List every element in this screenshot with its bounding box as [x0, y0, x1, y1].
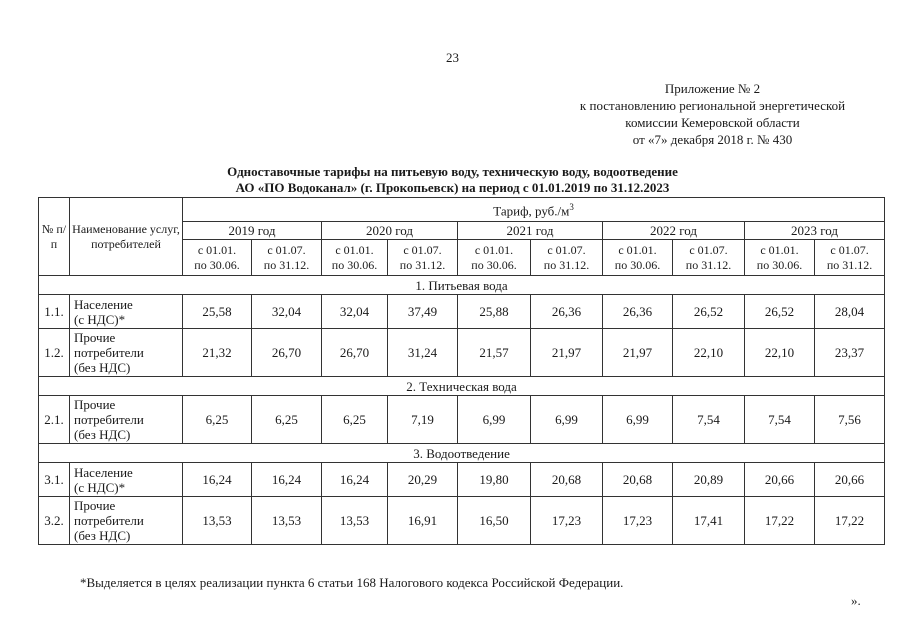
- year-header: 2022 год: [603, 222, 745, 240]
- tariff-value: 6,25: [183, 396, 252, 444]
- row-name-line: Население: [74, 464, 133, 480]
- tariff-value: 20,66: [745, 463, 815, 497]
- table-row: [39, 497, 885, 545]
- table-row: [39, 329, 885, 377]
- tariff-value: 19,80: [458, 463, 531, 497]
- tariff-header-text: Тариф, руб./м: [493, 203, 570, 219]
- tariff-value: 16,24: [183, 463, 252, 497]
- table-row: [39, 295, 885, 329]
- period-from: с 01.07.: [267, 242, 306, 257]
- header-num: № п/п: [39, 198, 70, 276]
- tariff-value: 17,23: [603, 497, 673, 545]
- row-name-line: Прочие: [74, 330, 116, 345]
- tariff-value: 26,36: [603, 295, 673, 329]
- title-line: Одноставочные тарифы на питьевую воду, техническую воду, водоотведение: [227, 164, 678, 179]
- row-name-line: (с НДС)*: [74, 311, 126, 327]
- period-to: по 31.12.: [685, 257, 732, 272]
- table-row: [39, 396, 885, 444]
- tariff-value: 20,66: [815, 463, 885, 497]
- year-header: 2019 год: [183, 222, 322, 240]
- tariff-value: 17,22: [815, 497, 885, 545]
- period-from: с 01.01.: [197, 242, 237, 257]
- tariff-value: 13,53: [252, 497, 322, 545]
- tariff-value: 16,50: [458, 497, 531, 545]
- row-name-line: (с НДС)*: [74, 479, 126, 495]
- tariff-value: 6,99: [458, 396, 531, 444]
- tariff-value: 17,41: [673, 497, 745, 545]
- tariff-value: 21,32: [183, 329, 252, 377]
- period-to: по 30.06.: [614, 257, 661, 272]
- row-number: 1.1.: [39, 295, 70, 329]
- period-header: [673, 240, 745, 276]
- period-from: с 01.01.: [760, 242, 799, 257]
- row-name: [70, 396, 183, 444]
- tariff-value: 21,97: [603, 329, 673, 377]
- row-number: 1.2.: [39, 329, 70, 377]
- period-to: по 31.12.: [543, 257, 590, 272]
- year-header: 2021 год: [458, 222, 603, 240]
- period-from: с 01.07.: [689, 242, 728, 257]
- year-header: 2020 год: [322, 222, 458, 240]
- tariff-value: 16,91: [388, 497, 458, 545]
- tariff-value: 37,49: [388, 295, 458, 329]
- tariff-value: 32,04: [322, 295, 388, 329]
- tariff-value: 21,97: [531, 329, 603, 377]
- period-from: с 01.01.: [474, 242, 514, 257]
- row-number: 2.1.: [39, 396, 70, 444]
- tariff-value: 26,52: [673, 295, 745, 329]
- section-title: 3. Водоотведение: [39, 444, 885, 463]
- closing-quote: ».: [851, 593, 861, 608]
- appendix-line: к постановлению региональной энергетической: [579, 98, 846, 113]
- section-title: 1. Питьевая вода: [39, 276, 885, 295]
- tariff-value: 25,58: [183, 295, 252, 329]
- row-name-line: потребители: [74, 412, 144, 427]
- appendix-block: [540, 80, 885, 148]
- period-header: [252, 240, 322, 276]
- tariff-value: 22,10: [673, 329, 745, 377]
- row-number: 3.2.: [39, 497, 70, 545]
- tariff-value: 20,68: [603, 463, 673, 497]
- appendix-line: Приложение № 2: [664, 81, 761, 96]
- row-name: [70, 295, 183, 329]
- tariff-value: 28,04: [815, 295, 885, 329]
- tariff-value: 6,25: [322, 396, 388, 444]
- row-name: [70, 329, 183, 377]
- period-from: с 01.07.: [547, 242, 586, 257]
- row-name: [70, 463, 183, 497]
- tariff-value: 31,24: [388, 329, 458, 377]
- tariff-value: 20,68: [531, 463, 603, 497]
- year-header: 2023 год: [745, 222, 885, 240]
- footnote: *Выделяется в целях реализации пункта 6 статьи 168 Налогового кодекса Российской Федерации.: [80, 575, 624, 590]
- period-header: [531, 240, 603, 276]
- tariff-value: 13,53: [322, 497, 388, 545]
- appendix-line: от «7» декабря 2018 г. № 430: [632, 132, 793, 147]
- period-header: [183, 240, 252, 276]
- title-line: АО «ПО Водоканал» (г. Прокопьевск) на период с 01.01.2019 по 31.12.2023: [235, 180, 670, 195]
- row-name-line: Прочие: [74, 498, 116, 513]
- period-from: с 01.01.: [335, 242, 374, 257]
- period-to: по 30.06.: [194, 257, 240, 272]
- row-name-line: (без НДС): [74, 528, 131, 543]
- row-name-line: потребители: [74, 345, 144, 360]
- tariff-value: 20,29: [388, 463, 458, 497]
- appendix-line: комиссии Кемеровской области: [625, 115, 800, 130]
- tariff-value: 23,37: [815, 329, 885, 377]
- period-from: с 01.01.: [618, 242, 657, 257]
- section-title: 2. Техническая вода: [39, 377, 885, 396]
- period-header: [603, 240, 673, 276]
- period-header: [745, 240, 815, 276]
- tariff-unit-sup: 3: [569, 202, 574, 213]
- document-title: [60, 164, 845, 196]
- tariff-value: 7,56: [815, 396, 885, 444]
- tariff-value: 17,22: [745, 497, 815, 545]
- tariff-value: 22,10: [745, 329, 815, 377]
- period-header: [815, 240, 885, 276]
- period-to: по 31.12.: [263, 257, 310, 272]
- page-number: 23: [446, 50, 459, 65]
- tariff-value: 32,04: [252, 295, 322, 329]
- tariff-value: 26,52: [745, 295, 815, 329]
- row-number: 3.1.: [39, 463, 70, 497]
- tariff-value: 26,70: [252, 329, 322, 377]
- row-name-line: Население: [74, 296, 133, 312]
- period-to: по 30.06.: [471, 257, 517, 272]
- row-name-line: (без НДС): [74, 427, 131, 442]
- header-name: Наименование услуг, потребителей: [70, 198, 183, 276]
- tariff-value: 16,24: [252, 463, 322, 497]
- row-name-line: потребители: [74, 513, 144, 528]
- period-to: по 31.12.: [399, 257, 446, 272]
- period-to: по 31.12.: [826, 257, 873, 272]
- period-from: с 01.07.: [830, 242, 869, 257]
- period-to: по 30.06.: [756, 257, 803, 272]
- row-name-line: Прочие: [74, 397, 116, 412]
- tariff-value: 7,54: [745, 396, 815, 444]
- tariff-value: 26,36: [531, 295, 603, 329]
- tariff-value: 6,25: [252, 396, 322, 444]
- period-from: с 01.07.: [403, 242, 442, 257]
- tariff-value: 21,57: [458, 329, 531, 377]
- tariff-value: 17,23: [531, 497, 603, 545]
- tariff-value: 6,99: [603, 396, 673, 444]
- header-tariff: [183, 198, 885, 222]
- tariff-value: 13,53: [183, 497, 252, 545]
- row-name: [70, 497, 183, 545]
- tariff-value: 25,88: [458, 295, 531, 329]
- tariff-value: 20,89: [673, 463, 745, 497]
- period-header: [322, 240, 388, 276]
- row-name-line: (без НДС): [74, 360, 131, 375]
- period-header: [458, 240, 531, 276]
- tariff-value: 7,54: [673, 396, 745, 444]
- table-row: [39, 463, 885, 497]
- tariff-table: [38, 197, 885, 545]
- tariff-value: 26,70: [322, 329, 388, 377]
- period-to: по 30.06.: [331, 257, 378, 272]
- period-header: [388, 240, 458, 276]
- tariff-value: 7,19: [388, 396, 458, 444]
- tariff-value: 16,24: [322, 463, 388, 497]
- tariff-value: 6,99: [531, 396, 603, 444]
